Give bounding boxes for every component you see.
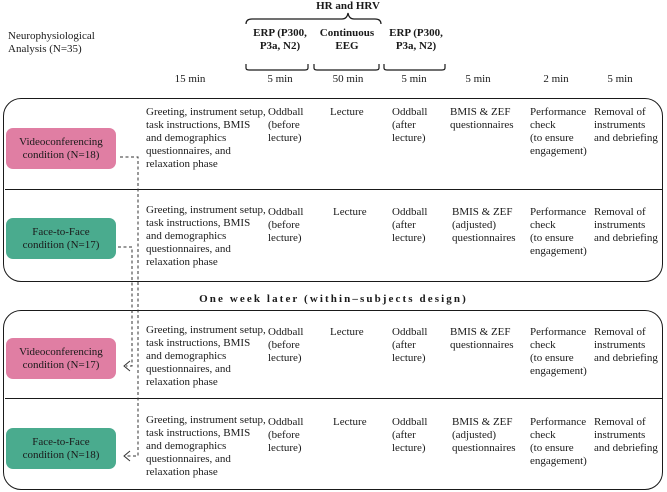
cell-oddball-after: Oddball (after lecture) [392, 416, 428, 454]
cell-oddball-after: Oddball (after lecture) [392, 206, 428, 244]
cell-oddball-after: Oddball (after lecture) [392, 106, 428, 144]
cell-performance-check: Performance check (to ensure engagement) [530, 206, 587, 257]
duration-questionnaires: 5 min [465, 73, 491, 85]
duration-removal: 5 min [607, 73, 633, 85]
cell-performance-check: Performance check (to ensure engagement) [530, 106, 587, 157]
erp-after-label: ERP (P300, P3a, N2) [389, 27, 443, 52]
condition-badge-face-to-face: Face-to-Face condition (N=17) [6, 218, 116, 259]
erp-before-bracket [246, 64, 308, 70]
duration-performance-check: 2 min [543, 73, 569, 85]
erp-after-bracket [384, 64, 445, 70]
one-week-later-label: One week later (within–subjects design) [199, 293, 468, 305]
cell-oddball-before: Oddball (before lecture) [268, 416, 304, 454]
cell-removal: Removal of instruments and debriefing [594, 206, 658, 244]
cell-questionnaires: BMIS & ZEF questionnaires [450, 326, 514, 351]
condition-badge-videoconferencing: Videoconferencing condition (N=18) [6, 128, 116, 169]
cell-oddball-before: Oddball (before lecture) [268, 326, 304, 364]
erp-before-label: ERP (P300, P3a, N2) [253, 27, 307, 52]
cell-greeting: Greeting, instrument setup, task instructions, BMIS and demographics questionnaires, and relaxation phase [146, 204, 266, 268]
duration-lecture: 50 min [332, 73, 364, 85]
condition-badge-videoconferencing: Videoconferencing condition (N=17) [6, 338, 116, 379]
cell-lecture: Lecture [330, 106, 364, 118]
cell-removal: Removal of instruments and debriefing [594, 416, 658, 454]
cell-lecture: Lecture [333, 416, 367, 428]
hr-hrv-label: HR and HRV [316, 0, 380, 12]
cell-removal: Removal of instruments and debriefing [594, 326, 658, 364]
duration-greeting: 15 min [174, 73, 206, 85]
cell-greeting: Greeting, instrument setup, task instructions, BMIS and demographics questionnaires, and relaxation phase [146, 106, 266, 170]
cell-questionnaires: BMIS & ZEF questionnaires [450, 106, 514, 131]
cell-questionnaires: BMIS & ZEF (adjusted) questionnaires [452, 416, 516, 454]
analysis-label: Neurophysiological Analysis (N=35) [8, 30, 95, 55]
continuous-eeg-label: Continuous EEG [319, 27, 375, 52]
eeg-bracket [314, 64, 379, 70]
cell-performance-check: Performance check (to ensure engagement) [530, 326, 587, 377]
hr-hrv-bracket [246, 13, 381, 24]
cell-lecture: Lecture [333, 206, 367, 218]
cell-questionnaires: BMIS & ZEF (adjusted) questionnaires [452, 206, 516, 244]
crossover-line-face-to-face [118, 247, 132, 366]
duration-oddball-before: 5 min [267, 73, 293, 85]
cell-removal: Removal of instruments and debriefing [594, 106, 658, 144]
cell-greeting: Greeting, instrument setup, task instructions, BMIS and demographics questionnaires, and relaxation phase [146, 414, 266, 478]
cell-oddball-after: Oddball (after lecture) [392, 326, 428, 364]
cell-greeting: Greeting, instrument setup, task instructions, BMIS and demographics questionnaires, and relaxation phase [146, 324, 266, 388]
condition-badge-face-to-face: Face-to-Face condition (N=18) [6, 428, 116, 469]
crossover-line-video [120, 157, 138, 456]
cell-oddball-before: Oddball (before lecture) [268, 106, 304, 144]
cell-oddball-before: Oddball (before lecture) [268, 206, 304, 244]
cell-lecture: Lecture [330, 326, 364, 338]
duration-oddball-after: 5 min [401, 73, 427, 85]
cell-performance-check: Performance check (to ensure engagement) [530, 416, 587, 467]
